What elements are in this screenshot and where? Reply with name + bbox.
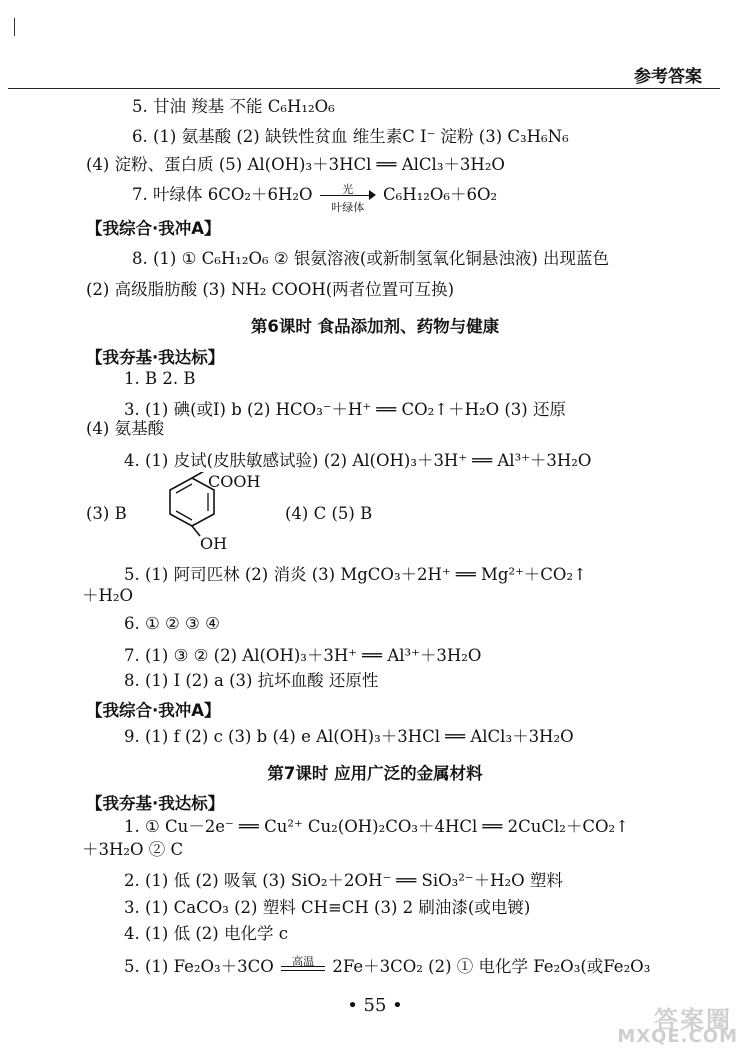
section-heading: 【我综合·我冲A】 bbox=[86, 219, 221, 238]
answer-line: ＋H₂O bbox=[82, 586, 134, 605]
header-rule bbox=[8, 88, 720, 89]
equation-right: 2Fe＋3CO₂ (2) ① 电化学 Fe₂O₃(或Fe₂O₃ bbox=[332, 957, 651, 976]
answer-line: (4) 淀粉、蛋白质 (5) Al(OH)₃＋3HCl ══ AlCl₃＋3H₂O bbox=[86, 155, 505, 174]
struct-oh-label: OH bbox=[200, 534, 228, 553]
answer-line-smelting bbox=[124, 954, 651, 978]
section-heading: 【我夯基·我达标】 bbox=[86, 348, 225, 367]
lesson-title: 第7课时 应用广泛的金属材料 bbox=[267, 764, 483, 783]
answer-line: 3. (1) CaCO₃ (2) 塑料 CH≡CH (3) 2 刷油漆(或电镀) bbox=[124, 898, 531, 917]
page-header-title: 参考答案 bbox=[634, 67, 702, 87]
answer-line: 6. (1) 氨基酸 (2) 缺铁性贫血 维生素C I⁻ 淀粉 (3) C₃H₆N₆ bbox=[132, 127, 569, 146]
answer-line: (3) B bbox=[86, 504, 127, 523]
arrow-condition-top: 高温 bbox=[292, 954, 315, 968]
answer-line: ＋3H₂O ② C bbox=[82, 840, 184, 859]
equation-right: C₆H₁₂O₆＋6O₂ bbox=[383, 185, 498, 204]
page-number: • 55 • bbox=[347, 995, 403, 1016]
answer-line: 8. (1) I (2) a (3) 抗坏血酸 还原性 bbox=[124, 671, 379, 690]
section-heading: 【我夯基·我达标】 bbox=[86, 794, 225, 813]
arrow-condition-bottom: 叶绿体 bbox=[331, 200, 365, 214]
answer-line: (4) C (5) B bbox=[285, 504, 373, 523]
answer-line: (2) 高级脂肪酸 (3) NH₂ COOH(两者位置可互换) bbox=[86, 280, 455, 299]
answer-line-photosynthesis bbox=[132, 182, 498, 214]
margin-mark bbox=[14, 18, 15, 36]
arrow-condition-top: 光 bbox=[342, 182, 354, 196]
reaction-equals bbox=[281, 954, 325, 978]
answer-line: 7. (1) ③ ② (2) Al(OH)₃＋3H⁺ ══ Al³⁺＋3H₂O bbox=[124, 646, 482, 665]
equation-left: 5. (1) Fe₂O₃＋3CO bbox=[124, 957, 274, 976]
answer-line: 1. B 2. B bbox=[124, 369, 196, 388]
answer-line: 9. (1) f (2) c (3) b (4) e Al(OH)₃＋3HCl ══ AlCl₃＋3H₂O bbox=[124, 727, 574, 746]
answer-line: 3. (1) 碘(或I) b (2) HCO₃⁻＋H⁺ ══ CO₂↑＋H₂O (3) 还原 bbox=[124, 400, 566, 419]
answer-line: 1. ① Cu－2e⁻ ══ Cu²⁺ Cu₂(OH)₂CO₃＋4HCl ══ 2CuCl₂＋CO₂↑ bbox=[124, 817, 629, 836]
answer-line: 8. (1) ① C₆H₁₂O₆ ② 银氨溶液(或新制氢氧化铜悬浊液) 出现蓝色 bbox=[132, 249, 610, 268]
answer-line: 6. ① ② ③ ④ bbox=[124, 614, 220, 633]
section-heading: 【我综合·我冲A】 bbox=[86, 701, 221, 720]
reaction-arrow bbox=[320, 182, 376, 214]
watermark-logo: 答案圈 MXQE.COM bbox=[617, 1006, 738, 1047]
answer-line: 4. (1) 低 (2) 电化学 c bbox=[124, 924, 288, 943]
answer-line: 5. 甘油 羧基 不能 C₆H₁₂O₆ bbox=[132, 97, 335, 116]
equation-left: 7. 叶绿体 6CO₂＋6H₂O bbox=[132, 185, 313, 204]
answer-line: 5. (1) 阿司匹林 (2) 消炎 (3) MgCO₃＋2H⁺ ══ Mg²⁺＋CO₂↑ bbox=[124, 565, 587, 584]
answer-line: 4. (1) 皮试(皮肤敏感试验) (2) Al(OH)₃＋3H⁺ ══ Al³⁺＋3H₂O bbox=[124, 451, 592, 470]
lesson-title: 第6课时 食品添加剂、药物与健康 bbox=[250, 317, 500, 336]
struct-cooh-label: COOH bbox=[208, 472, 261, 491]
answer-line: (4) 氨基酸 bbox=[86, 419, 165, 438]
answer-line: 2. (1) 低 (2) 吸氧 (3) SiO₂＋2OH⁻ ══ SiO₃²⁻＋H₂O 塑料 bbox=[124, 871, 563, 890]
